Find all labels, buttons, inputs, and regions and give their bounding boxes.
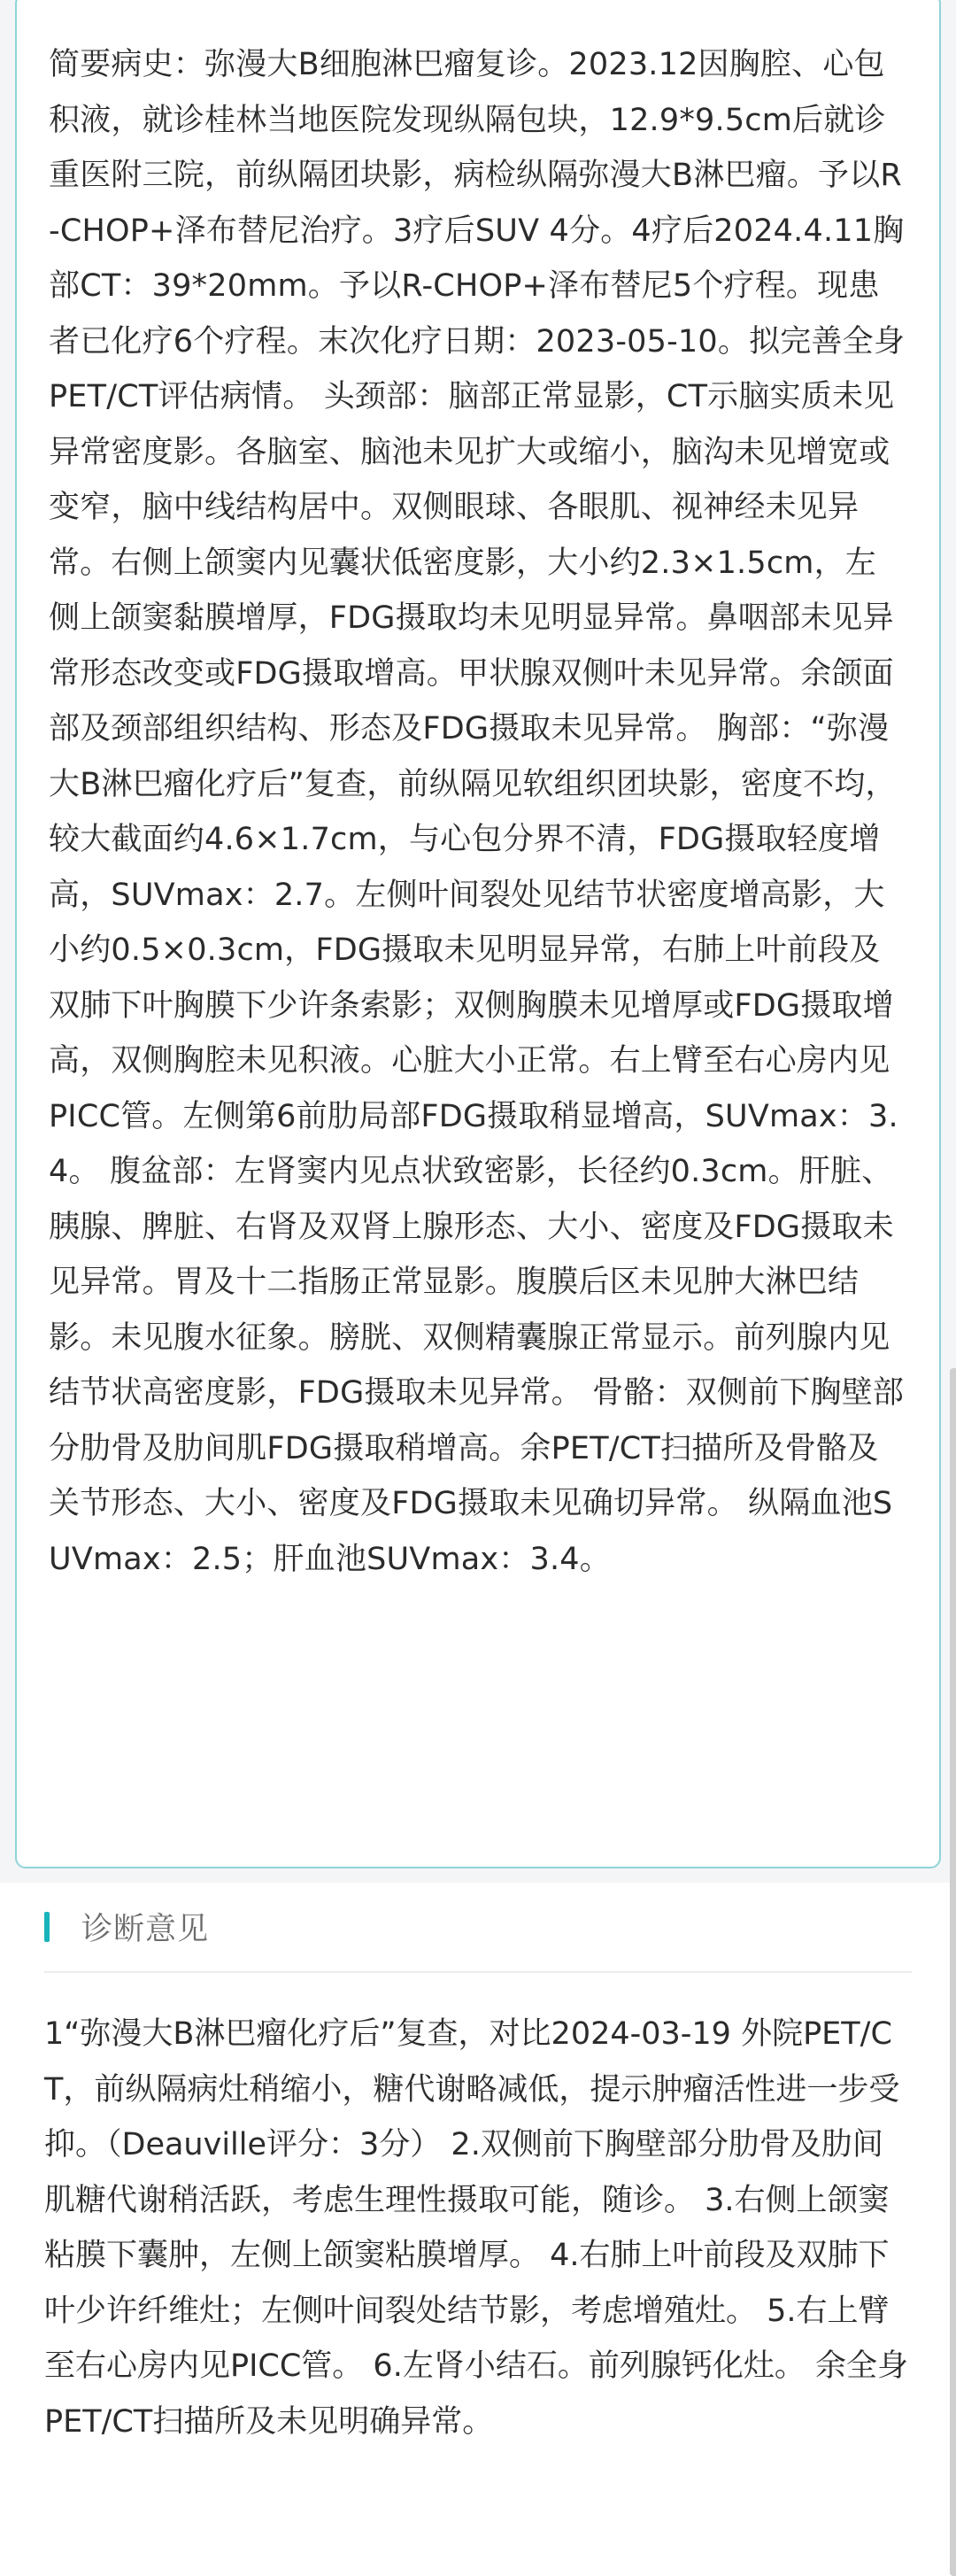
scrollbar[interactable] bbox=[950, 1368, 956, 2576]
findings-card bbox=[15, 0, 941, 1868]
diagnosis-header bbox=[44, 1883, 912, 1973]
findings-text: 简要病史：弥漫大B细胞淋巴瘤复诊。2023.12因胸腔、心包积液，就诊桂林当地医院发现纵隔包块，12.9*9.5cm后就诊重医附三院，前纵隔团块影，病检纵隔弥漫大B淋巴瘤。予以R-CHOP+泽布替尼治疗。3疗后SUV 4分。4疗后2024.4.11胸部CT：39*20mm。予以R-CHOP+泽布替尼5个疗程。现患者已化疗6个疗程。末次化疗日期：2023-05-10。拟完善全身PET/CT评估病情。 头颈部：脑部正常显影，CT示脑实质未见异常密度影。各脑室、脑池未见扩大或缩小，脑沟未见增宽或变窄，脑中线结构居中。双侧眼球、各眼肌、视神经未见异常。右侧上颌窦内见囊状低密度影，大小约2.3×1.5cm，左侧上颌窦黏膜增厚，FDG摄取均未见明显异常。鼻咽部未见异常形态改变或FDG摄取增高。甲状腺双侧叶未见异常。余颌面部及颈部组织结构、形态及FDG摄取未见异常。 胸部：“弥漫大B淋巴瘤化疗后”复查，前纵隔见软组织团块影，密度不均，较大截面约4.6×1.7cm，与心包分界不清，FDG摄取轻度增高，SUVmax：2.7。左侧叶间裂处见结节状密度增高影，大小约0.5×0.3cm，FDG摄取未见明显异常，右肺上叶前段及双肺下叶胸膜下少许条索影；双侧胸膜未见增厚或FDG摄取增高，双侧胸腔未见积液。心脏大小正常。右上臂至右心房内见PICC管。左侧第6前肋局部FDG摄取稍显增高，SUVmax：3.4。 腹盆部：左肾窦内见点状致密影，长径约0.3cm。肝脏、胰腺、脾脏、右肾及双肾上腺形态、大小、密度及FDG摄取未见异常。胃及十二指肠正常显影。腹膜后区未见肿大淋巴结影。未见腹水征象。膀胱、双侧精囊腺正常显示。前列腺内见结节状高密度影，FDG摄取未见异常。 骨骼：双侧前下胸壁部分肋骨及肋间肌FDG摄取稍增高。余PET/CT扫描所及骨骼及关节形态、大小、密度及FDG摄取未见确切异常。 纵隔血池SUVmax：2.5；肝血池SUVmax：3.4。 bbox=[49, 47, 906, 1577]
diagnosis-title: 诊断意见 bbox=[81, 1912, 210, 1947]
section-accent-bar bbox=[44, 1912, 50, 1942]
diagnosis-section bbox=[0, 1883, 956, 2576]
diagnosis-text: 1“弥漫大B淋巴瘤化疗后”复查，对比2024-03-19 外院PET/CT，前纵隔病灶稍缩小，糖代谢略减低，提示肿瘤活性进一步受抑。（Deauville评分：3分） 2.双侧前下胸壁部分肋骨及肋间肌糖代谢稍活跃，考虑生理性摄取可能，随诊。 3.右侧上颌窦粘膜下囊肿，左侧上颌窦粘膜增厚。 4.右肺上叶前段及双肺下叶少许纤维灶；左侧叶间裂处结节影，考虑增殖灶。 5.右上臂至右心房内见PICC管。 6.左肾小结石。前列腺钙化灶。 余全身PET/CT扫描所及未见明确异常。 bbox=[44, 2016, 908, 2440]
